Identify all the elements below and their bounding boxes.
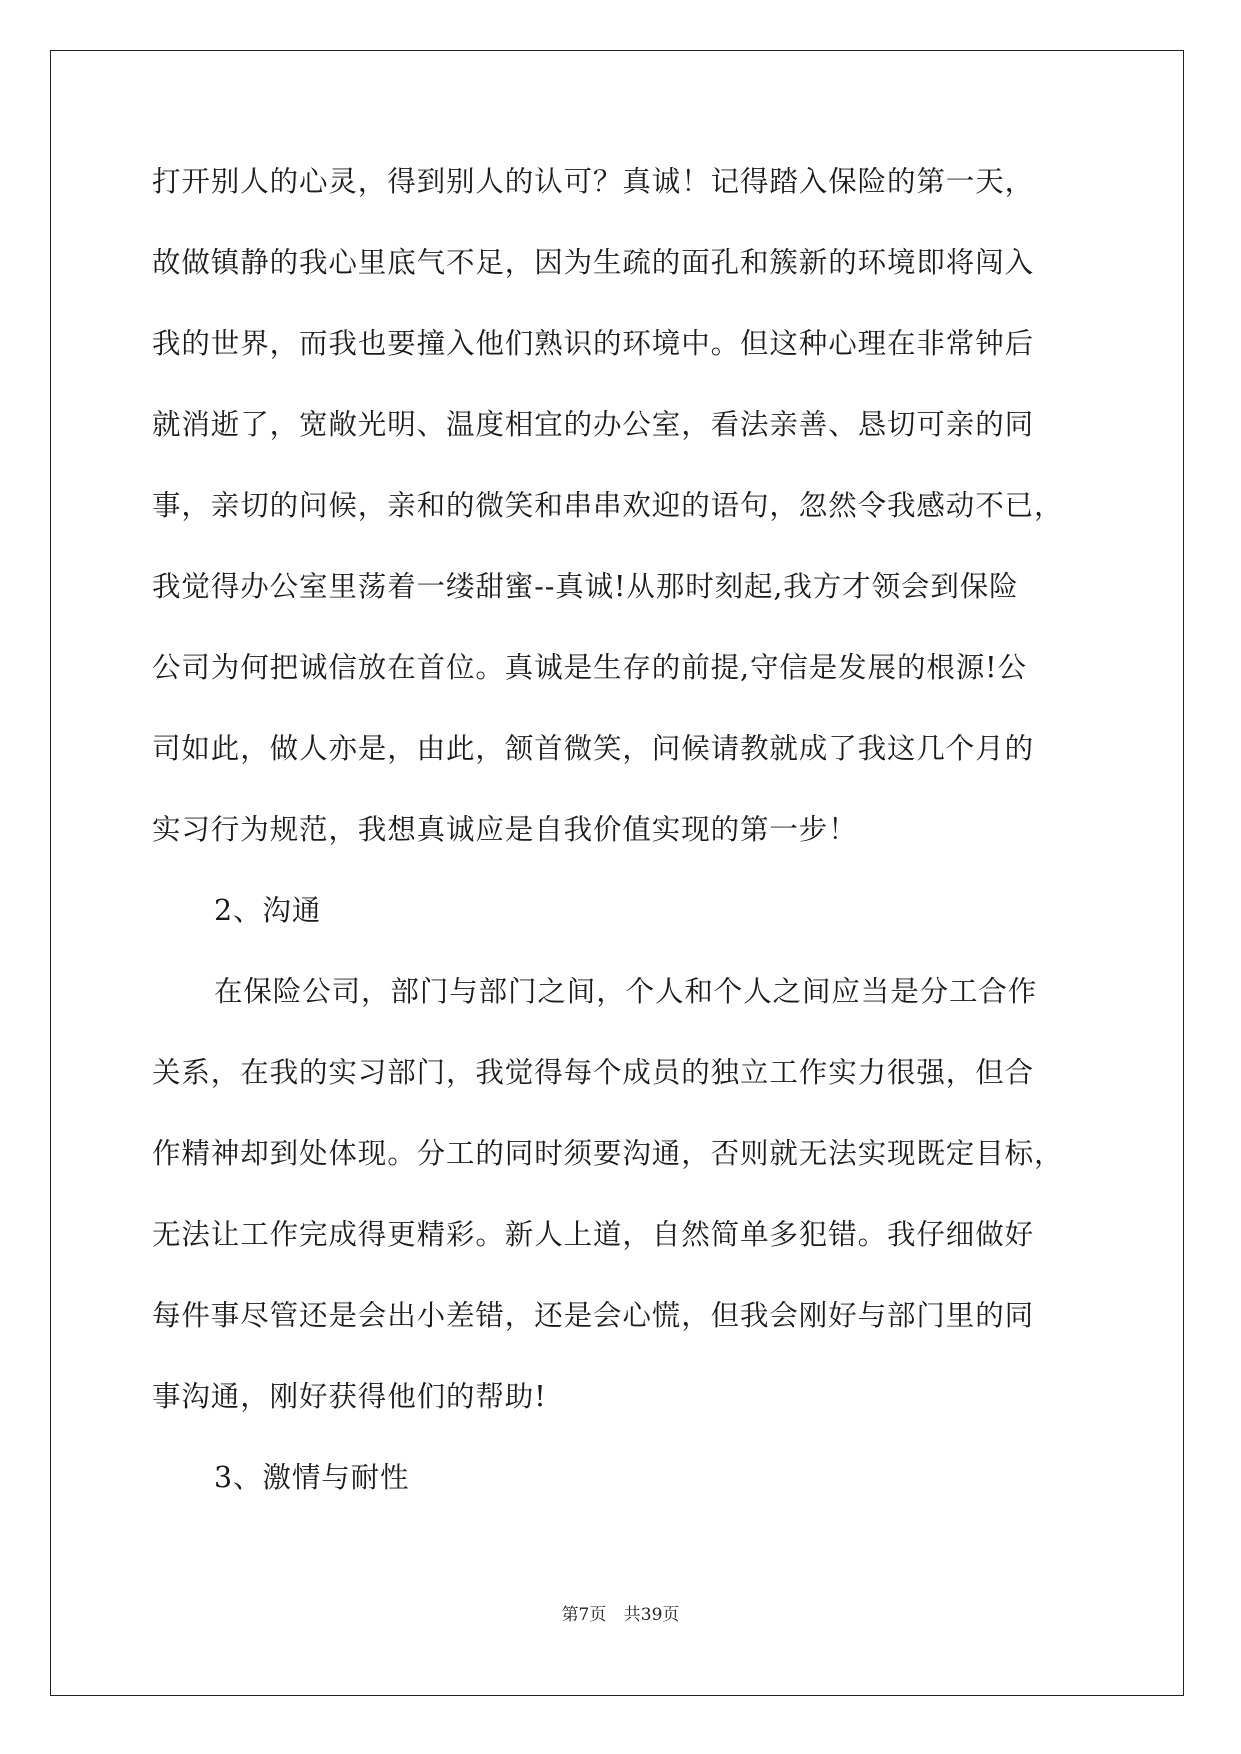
page-border [50,50,1184,1696]
body-line: 每件事尽管还是会出小差错，还是会心慌，但我会刚好与部门里的同 [152,1299,1035,1332]
body-line: 事沟通，刚好获得他们的帮助! [152,1380,547,1413]
body-line: 在保险公司，部门与部门之间，个人和个人之间应当是分工合作 [214,975,1038,1008]
body-line: 公司为何把诚信放在首位。真诚是生存的前提,守信是发展的根源!公 [152,651,1027,684]
body-line: 事，亲切的问候，亲和的微笑和串串欢迎的语句，忽然令我感动不已， [152,489,1064,522]
current-page-number: 第7页 [561,1605,607,1625]
body-line: 实习行为规范，我想真诚应是自我价值实现的第一步！ [152,813,858,846]
body-line: 关系，在我的实习部门，我觉得每个成员的独立工作实力很强，但合 [152,1056,1035,1089]
body-line: 打开别人的心灵，得到别人的认可？真诚！记得踏入保险的第一天， [152,165,1035,198]
body-line: 我的世界，而我也要撞入他们熟识的环境中。但这种心理在非常钟后 [152,327,1035,360]
body-line: 就消逝了，宽敞光明、温度相宜的办公室，看法亲善、恳切可亲的同 [152,408,1035,441]
body-line: 我觉得办公室里荡着一缕甜蜜--真诚!从那时刻起,我方才领会到保险 [152,570,1019,603]
body-line: 司如此，做人亦是，由此，颔首微笑，问候请教就成了我这几个月的 [152,732,1035,765]
total-pages: 共39页 [623,1605,680,1625]
section-heading-passion: 3、激情与耐性 [214,1461,410,1494]
body-line: 作精神却到处体现。分工的同时须要沟通，否则就无法实现既定目标， [152,1137,1064,1170]
section-heading-communication: 2、沟通 [214,894,322,927]
body-line: 故做镇静的我心里底气不足，因为生疏的面孔和簇新的环境即将闯入 [152,246,1035,279]
body-line: 无法让工作完成得更精彩。新人上道，自然简单多犯错。我仔细做好 [152,1218,1035,1251]
page-footer [0,1600,1241,1625]
